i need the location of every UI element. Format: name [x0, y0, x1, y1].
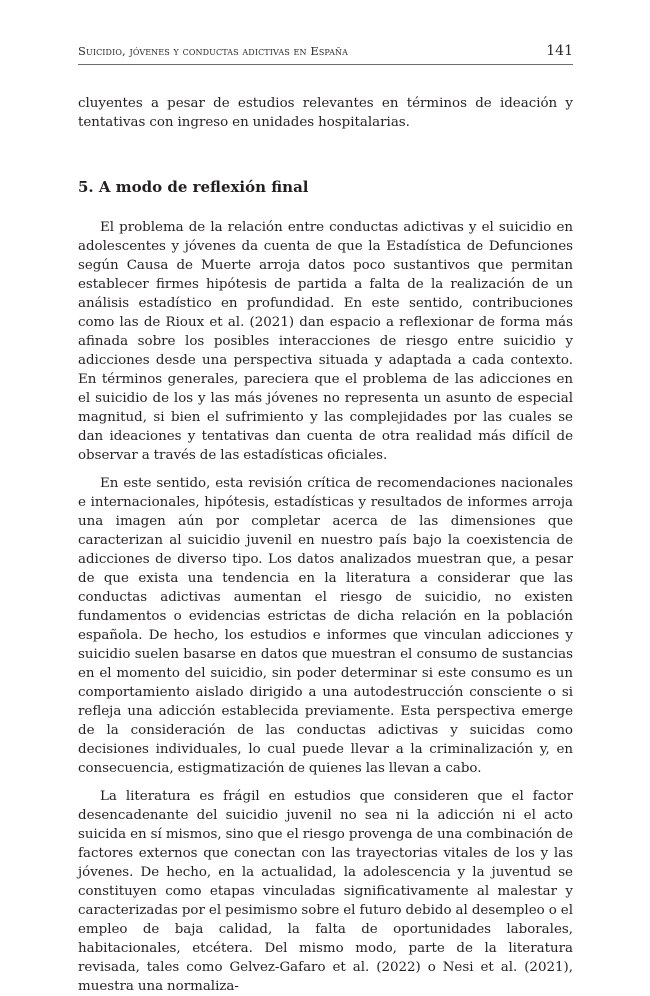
page-number: 141 — [546, 43, 573, 59]
running-head — [78, 43, 573, 59]
section-heading: 5. A modo de reflexión final — [78, 178, 309, 196]
continued-paragraph: cluyentes a pesar de estudios relevantes en términos de ideación y tentativas con ingreso en unidades hospitalarias. — [78, 96, 573, 130]
paragraph-2: En este sentido, esta revisión crítica de recomendaciones nacionales e internacionales, hipótesis, estadísticas y resultados de informes arroja una imagen aún por completar acerca de las dimensiones que caracterizan al suicidio juvenil en nuestro país bajo la coexistencia de adicciones de diverso tipo. Los datos analizados muestran que, a pesar de que exista una tendencia en la literatura a considerar que las conductas adictivas aumentan el riesgo de suicidio, no existen fundamentos o evidencias estrictas de dicha relación en la población española. De hecho, los estudios e informes que vinculan adicciones y suicidio suelen basarse en datos que muestran el consumo de sustancias en el momento del suicidio, sin poder determinar si este consumo es un comportamiento aislado dirigido a una autodestrucción consciente o si refleja una adicción establecida previamente. Esta perspectiva emerge de la consideración de las conductas adictivas y suicidas como decisiones individuales, lo cual puede llevar a la criminalización y, en consecuencia, estigmatización de quienes las llevan a cabo. — [78, 476, 573, 776]
paragraph-1: El problema de la relación entre conductas adictivas y el suicidio en adolescentes y jóvenes da cuenta de que la Estadística de Defunciones según Causa de Muerte arroja datos poco sustantivos que permitan establecer firmes hipótesis de partida a falta de la realización de un análisis estadístico en profundidad. En este sentido, contribuciones como las de Rioux et al. (2021) dan espacio a reflexionar de forma más afinada sobre los posibles interacciones de riesgo entre suicidio y adicciones desde una perspectiva situada y adaptada a cada contexto. En términos generales, pareciera que el problema de las adicciones en el suicidio de los y las más jóvenes no representa un asunto de especial magnitud, si bien el sufrimiento y las complejidades por las cuales se dan ideaciones y tentativas dan cuenta de otra realidad más difícil de observar a través de las estadísticas oficiales. — [78, 220, 573, 463]
header-rule — [78, 64, 573, 65]
paragraph-3: La literatura es frágil en estudios que consideren que el factor desencadenante del suicidio juvenil no sea ni la adicción ni el acto suicida en sí mismos, sino que el riesgo provenga de una combinación de factores externos que conectan con las trayectorias vitales de los y las jóvenes. De hecho, en la actualidad, la adolescencia y la juventud se constituyen como etapas vinculadas significativamente al malestar y caracterizadas por el pesimismo sobre el futuro debido al desempleo o el empleo de baja calidad, la falta de oportunidades laborales, habitacionales, etcétera. Del mismo modo, parte de la literatura revisada, tales como Gelvez-Gafaro et al. (2022) o Nesi et al. (2021), muestra una normaliza- — [78, 789, 573, 994]
page-body — [78, 94, 573, 996]
running-head-title: Suicidio, jóvenes y conductas adictivas en España — [78, 44, 349, 58]
